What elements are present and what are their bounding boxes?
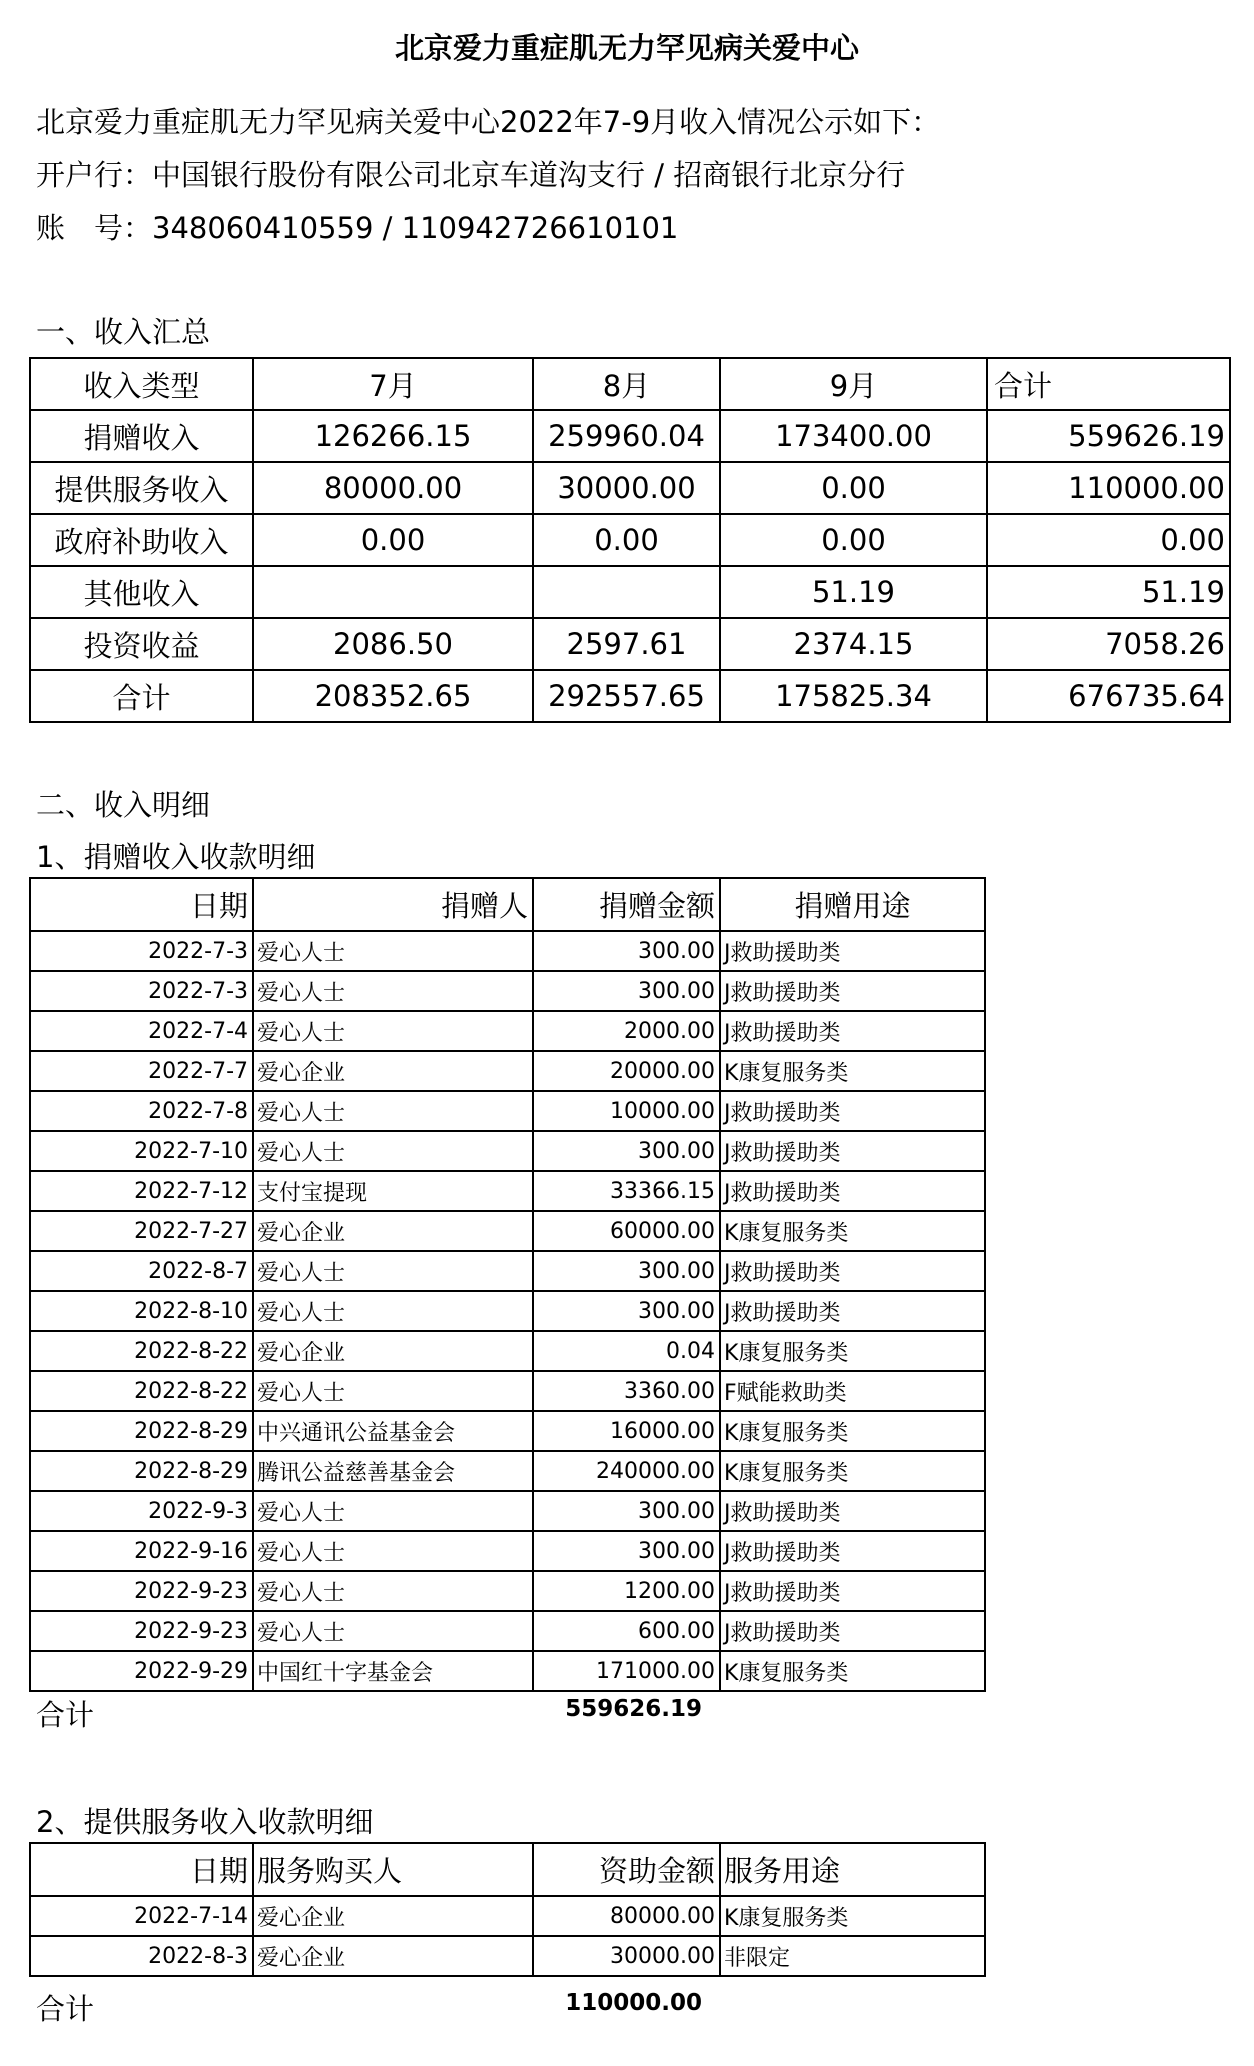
summary-row-label: 政府补助收入 bbox=[30, 514, 253, 566]
donation-row bbox=[30, 1451, 985, 1491]
amount-cell: 300.00 bbox=[533, 1491, 720, 1531]
bank-info: 开户行：中国银行股份有限公司北京车道沟支行 / 招商银行北京分行 bbox=[36, 158, 906, 192]
service-header-cell: 服务购买人 bbox=[253, 1843, 533, 1896]
date-cell: 2022-7-4 bbox=[30, 1011, 253, 1051]
donation-row bbox=[30, 1091, 985, 1131]
date-cell: 2022-8-3 bbox=[30, 1936, 253, 1976]
payer-cell: 爱心人士 bbox=[253, 931, 533, 971]
purpose-cell: J救助援助类 bbox=[720, 931, 985, 971]
purpose-cell: J救助援助类 bbox=[720, 1531, 985, 1571]
donation-row bbox=[30, 1051, 985, 1091]
summary-cell: 0.00 bbox=[987, 514, 1230, 566]
payer-cell: 爱心人士 bbox=[253, 1531, 533, 1571]
amount-cell: 0.04 bbox=[533, 1331, 720, 1371]
date-cell: 2022-7-7 bbox=[30, 1051, 253, 1091]
service-row bbox=[30, 1936, 985, 1976]
summary-row bbox=[30, 670, 1230, 722]
summary-cell: 0.00 bbox=[253, 514, 533, 566]
donation-table bbox=[29, 877, 986, 1692]
purpose-cell: 非限定 bbox=[720, 1936, 985, 1976]
amount-cell: 20000.00 bbox=[533, 1051, 720, 1091]
payer-cell: 爱心人士 bbox=[253, 1371, 533, 1411]
donation-heading: 1、捐赠收入收款明细 bbox=[36, 840, 316, 874]
donation-row bbox=[30, 1411, 985, 1451]
payer-cell: 腾讯公益慈善基金会 bbox=[253, 1451, 533, 1491]
summary-row-label: 合计 bbox=[30, 670, 253, 722]
donation-header-cell: 捐赠用途 bbox=[720, 878, 985, 931]
purpose-cell: J救助援助类 bbox=[720, 1611, 985, 1651]
summary-row bbox=[30, 566, 1230, 618]
date-cell: 2022-9-3 bbox=[30, 1491, 253, 1531]
summary-cell: 7058.26 bbox=[987, 618, 1230, 670]
payer-cell: 爱心企业 bbox=[253, 1896, 533, 1936]
service-row bbox=[30, 1896, 985, 1936]
payer-cell: 爱心人士 bbox=[253, 1491, 533, 1531]
donation-row bbox=[30, 931, 985, 971]
summary-header-cell: 收入类型 bbox=[30, 358, 253, 410]
donation-header-cell: 日期 bbox=[30, 878, 253, 931]
summary-cell: 126266.15 bbox=[253, 410, 533, 462]
purpose-cell: K康复服务类 bbox=[720, 1211, 985, 1251]
donation-row bbox=[30, 1611, 985, 1651]
summary-cell: 30000.00 bbox=[533, 462, 720, 514]
amount-cell: 600.00 bbox=[533, 1611, 720, 1651]
summary-header-cell: 合计 bbox=[987, 358, 1230, 410]
amount-cell: 1200.00 bbox=[533, 1571, 720, 1611]
section-heading-detail: 二、收入明细 bbox=[36, 788, 211, 822]
amount-cell: 171000.00 bbox=[533, 1651, 720, 1691]
date-cell: 2022-7-3 bbox=[30, 971, 253, 1011]
amount-cell: 80000.00 bbox=[533, 1896, 720, 1936]
intro-text: 北京爱力重症肌无力罕见病关爱中心2022年7-9月收入情况公示如下： bbox=[36, 105, 941, 139]
summary-row bbox=[30, 462, 1230, 514]
payer-cell: 爱心人士 bbox=[253, 1291, 533, 1331]
summary-cell: 259960.04 bbox=[533, 410, 720, 462]
summary-row-label: 提供服务收入 bbox=[30, 462, 253, 514]
date-cell: 2022-8-29 bbox=[30, 1411, 253, 1451]
donation-header-cell: 捐赠人 bbox=[253, 878, 533, 931]
purpose-cell: K康复服务类 bbox=[720, 1651, 985, 1691]
summary-cell: 208352.65 bbox=[253, 670, 533, 722]
payer-cell: 中兴通讯公益基金会 bbox=[253, 1411, 533, 1451]
donation-row bbox=[30, 1291, 985, 1331]
summary-cell: 2374.15 bbox=[720, 618, 987, 670]
payer-cell: 爱心人士 bbox=[253, 1251, 533, 1291]
purpose-cell: J救助援助类 bbox=[720, 1251, 985, 1291]
purpose-cell: J救助援助类 bbox=[720, 971, 985, 1011]
payer-cell: 爱心人士 bbox=[253, 1011, 533, 1051]
summary-header-cell: 8月 bbox=[533, 358, 720, 410]
donation-row bbox=[30, 1531, 985, 1571]
donation-total-value: 559626.19 bbox=[565, 1696, 702, 1722]
payer-cell: 爱心企业 bbox=[253, 1211, 533, 1251]
summary-header-row bbox=[30, 358, 1230, 410]
payer-cell: 爱心企业 bbox=[253, 1936, 533, 1976]
date-cell: 2022-7-27 bbox=[30, 1211, 253, 1251]
donation-header-row bbox=[30, 878, 985, 931]
payer-cell: 爱心人士 bbox=[253, 1571, 533, 1611]
donation-row bbox=[30, 1251, 985, 1291]
purpose-cell: J救助援助类 bbox=[720, 1171, 985, 1211]
payer-cell: 爱心人士 bbox=[253, 1131, 533, 1171]
purpose-cell: J救助援助类 bbox=[720, 1091, 985, 1131]
purpose-cell: F赋能救助类 bbox=[720, 1371, 985, 1411]
summary-header-cell: 7月 bbox=[253, 358, 533, 410]
service-header-cell: 资助金额 bbox=[533, 1843, 720, 1896]
payer-cell: 支付宝提现 bbox=[253, 1171, 533, 1211]
donation-row bbox=[30, 1651, 985, 1691]
donation-total-label: 合计 bbox=[36, 1698, 95, 1732]
purpose-cell: J救助援助类 bbox=[720, 1571, 985, 1611]
date-cell: 2022-9-29 bbox=[30, 1651, 253, 1691]
purpose-cell: K康复服务类 bbox=[720, 1331, 985, 1371]
summary-cell: 292557.65 bbox=[533, 670, 720, 722]
date-cell: 2022-8-22 bbox=[30, 1331, 253, 1371]
service-header-cell: 日期 bbox=[30, 1843, 253, 1896]
purpose-cell: J救助援助类 bbox=[720, 1131, 985, 1171]
payer-cell: 爱心人士 bbox=[253, 971, 533, 1011]
amount-cell: 300.00 bbox=[533, 1291, 720, 1331]
amount-cell: 300.00 bbox=[533, 971, 720, 1011]
date-cell: 2022-7-14 bbox=[30, 1896, 253, 1936]
payer-cell: 爱心人士 bbox=[253, 1091, 533, 1131]
service-total-value: 110000.00 bbox=[565, 1990, 702, 2016]
date-cell: 2022-9-23 bbox=[30, 1571, 253, 1611]
summary-cell: 559626.19 bbox=[987, 410, 1230, 462]
summary-row-label: 捐赠收入 bbox=[30, 410, 253, 462]
summary-cell: 2086.50 bbox=[253, 618, 533, 670]
page-title: 北京爱力重症肌无力罕见病关爱中心 bbox=[394, 31, 859, 65]
summary-cell: 0.00 bbox=[720, 514, 987, 566]
summary-cell: 110000.00 bbox=[987, 462, 1230, 514]
purpose-cell: J救助援助类 bbox=[720, 1491, 985, 1531]
payer-cell: 爱心企业 bbox=[253, 1331, 533, 1371]
payer-cell: 爱心人士 bbox=[253, 1611, 533, 1651]
date-cell: 2022-7-10 bbox=[30, 1131, 253, 1171]
date-cell: 2022-8-29 bbox=[30, 1451, 253, 1491]
summary-header-cell: 9月 bbox=[720, 358, 987, 410]
amount-cell: 2000.00 bbox=[533, 1011, 720, 1051]
donation-row bbox=[30, 1131, 985, 1171]
summary-cell: 676735.64 bbox=[987, 670, 1230, 722]
date-cell: 2022-8-22 bbox=[30, 1371, 253, 1411]
summary-cell: 0.00 bbox=[533, 514, 720, 566]
summary-row bbox=[30, 410, 1230, 462]
service-header-row bbox=[30, 1843, 985, 1896]
summary-cell: 2597.61 bbox=[533, 618, 720, 670]
summary-row-label: 其他收入 bbox=[30, 566, 253, 618]
donation-row bbox=[30, 1571, 985, 1611]
donation-row bbox=[30, 1211, 985, 1251]
donation-row bbox=[30, 1011, 985, 1051]
amount-cell: 60000.00 bbox=[533, 1211, 720, 1251]
summary-cell: 173400.00 bbox=[720, 410, 987, 462]
summary-cell bbox=[533, 566, 720, 618]
amount-cell: 300.00 bbox=[533, 1531, 720, 1571]
donation-row bbox=[30, 1171, 985, 1211]
amount-cell: 33366.15 bbox=[533, 1171, 720, 1211]
summary-row bbox=[30, 618, 1230, 670]
date-cell: 2022-7-3 bbox=[30, 931, 253, 971]
summary-cell: 80000.00 bbox=[253, 462, 533, 514]
service-table bbox=[29, 1842, 986, 1977]
purpose-cell: K康复服务类 bbox=[720, 1051, 985, 1091]
section-heading-summary: 一、收入汇总 bbox=[36, 315, 211, 349]
donation-row bbox=[30, 971, 985, 1011]
donation-row bbox=[30, 1331, 985, 1371]
service-total-label: 合计 bbox=[36, 1992, 95, 2026]
date-cell: 2022-8-10 bbox=[30, 1291, 253, 1331]
amount-cell: 300.00 bbox=[533, 1251, 720, 1291]
summary-cell: 51.19 bbox=[987, 566, 1230, 618]
service-heading: 2、提供服务收入收款明细 bbox=[36, 1805, 374, 1839]
date-cell: 2022-9-16 bbox=[30, 1531, 253, 1571]
donation-header-cell: 捐赠金额 bbox=[533, 878, 720, 931]
payer-cell: 中国红十字基金会 bbox=[253, 1651, 533, 1691]
summary-cell: 175825.34 bbox=[720, 670, 987, 722]
payer-cell: 爱心企业 bbox=[253, 1051, 533, 1091]
summary-table bbox=[29, 357, 1231, 723]
amount-cell: 300.00 bbox=[533, 1131, 720, 1171]
service-header-cell: 服务用途 bbox=[720, 1843, 985, 1896]
date-cell: 2022-7-12 bbox=[30, 1171, 253, 1211]
purpose-cell: J救助援助类 bbox=[720, 1291, 985, 1331]
amount-cell: 30000.00 bbox=[533, 1936, 720, 1976]
purpose-cell: K康复服务类 bbox=[720, 1896, 985, 1936]
donation-row bbox=[30, 1491, 985, 1531]
summary-cell bbox=[253, 566, 533, 618]
amount-cell: 10000.00 bbox=[533, 1091, 720, 1131]
purpose-cell: K康复服务类 bbox=[720, 1411, 985, 1451]
amount-cell: 16000.00 bbox=[533, 1411, 720, 1451]
donation-row bbox=[30, 1371, 985, 1411]
purpose-cell: J救助援助类 bbox=[720, 1011, 985, 1051]
date-cell: 2022-9-23 bbox=[30, 1611, 253, 1651]
summary-row bbox=[30, 514, 1230, 566]
date-cell: 2022-8-7 bbox=[30, 1251, 253, 1291]
summary-row-label: 投资收益 bbox=[30, 618, 253, 670]
amount-cell: 3360.00 bbox=[533, 1371, 720, 1411]
purpose-cell: K康复服务类 bbox=[720, 1451, 985, 1491]
summary-cell: 0.00 bbox=[720, 462, 987, 514]
summary-cell: 51.19 bbox=[720, 566, 987, 618]
account-info: 账 号：348060410559 / 110942726610101 bbox=[36, 211, 679, 245]
date-cell: 2022-7-8 bbox=[30, 1091, 253, 1131]
amount-cell: 240000.00 bbox=[533, 1451, 720, 1491]
amount-cell: 300.00 bbox=[533, 931, 720, 971]
